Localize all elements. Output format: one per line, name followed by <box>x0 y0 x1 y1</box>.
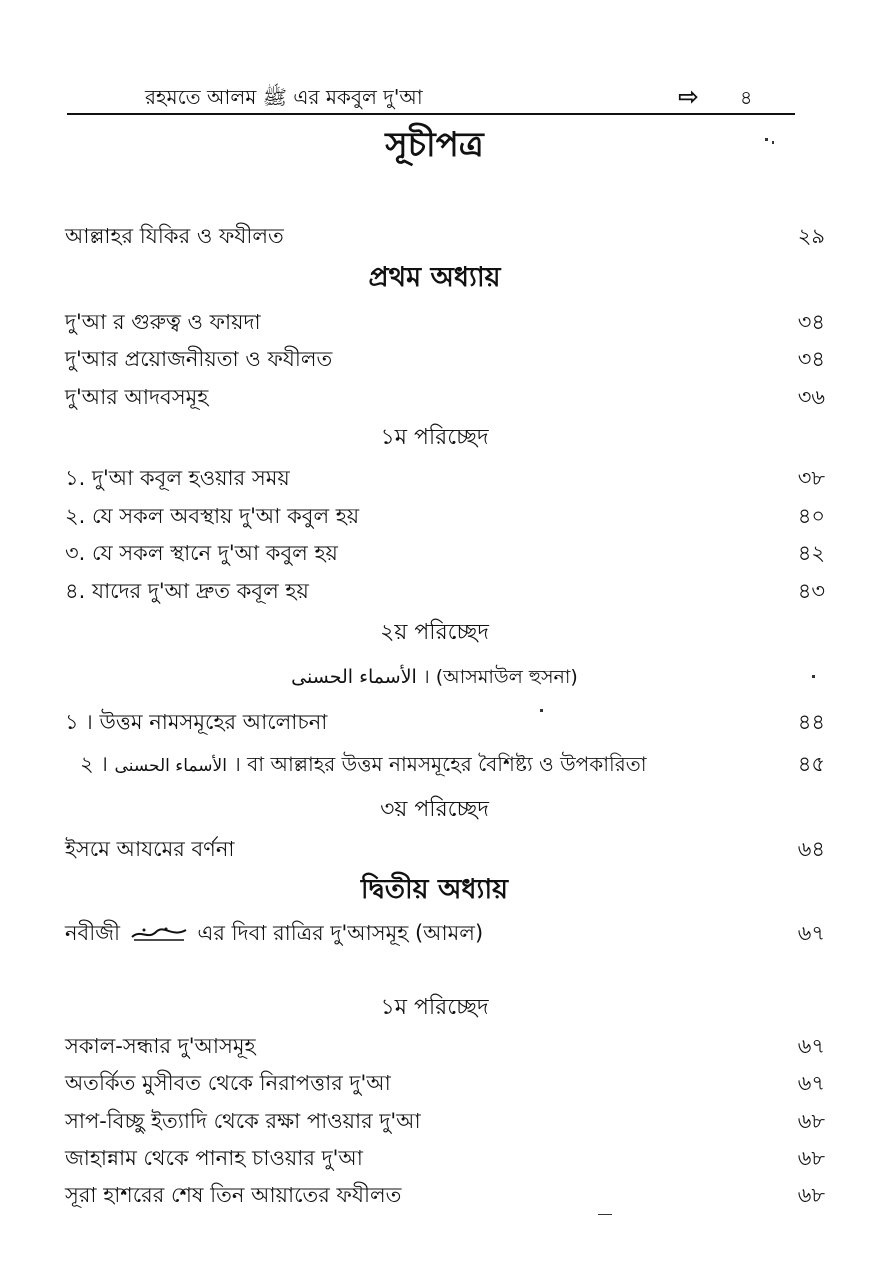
toc-entry-label: ইসমে আযমের বর্ণনা <box>65 837 235 861</box>
section-heading: ২য় পরিচ্ছেদ <box>380 620 489 645</box>
toc-entry-label <box>65 917 483 949</box>
toc-entry-page: ৬৮ <box>797 1109 825 1133</box>
toc-entry[interactable] <box>65 220 825 252</box>
toc-entry[interactable] <box>65 1067 825 1099</box>
toc-entry-label: ৩. যে সকল স্থানে দু'আ কবুল হয় <box>65 541 338 565</box>
toc-entry-text: । বা আল্লাহর উত্তম নামসমূহের বৈশিষ্ট্য ও উপকারিতা <box>233 752 647 776</box>
toc-entry-label: জাহান্নাম থেকে পানাহ চাওয়ার দু'আ <box>65 1146 363 1170</box>
toc-entry-page: ৬৭ <box>797 1034 825 1058</box>
toc-entry-page: ৬৮ <box>797 1146 825 1170</box>
header-divider <box>67 113 795 115</box>
toc-entry-page: ৪৫ <box>797 752 825 776</box>
toc-entry-page: ৬৭ <box>797 1071 825 1095</box>
toc-entry-page: ৬৮ <box>797 1183 825 1207</box>
toc-entry-label <box>80 748 647 782</box>
arabic-phrase: الأسماء الحسنى <box>114 756 227 776</box>
section-subtitle <box>0 663 869 691</box>
toc-entry-label: আল্লাহর যিকির ও ফযীলত <box>65 224 284 248</box>
page-number: ৪ <box>740 87 753 109</box>
toc-entry[interactable] <box>65 917 825 949</box>
toc-entry-prefix: ২ । <box>80 752 108 776</box>
toc-entry[interactable] <box>65 748 825 780</box>
toc-entry-label: ১. দু'আ কবূল হওয়ার সময় <box>65 466 290 490</box>
toc-entry[interactable] <box>65 575 825 607</box>
toc-entry-label: সকাল-সন্ধার দু'আসমূহ <box>65 1034 256 1058</box>
toc-entry-page: ৬৪ <box>797 837 825 861</box>
toc-entry-page: ৩৬ <box>797 385 825 409</box>
toc-entry-label: সূরা হাশরের শেষ তিন আয়াতের ফযীলত <box>65 1183 402 1207</box>
chapter-heading: দ্বিতীয় অধ্যায় <box>360 874 509 905</box>
toc-entry-page: ৩৮ <box>797 466 825 490</box>
toc-entry[interactable] <box>65 462 825 494</box>
toc-entry[interactable] <box>65 1030 825 1062</box>
toc-entry[interactable] <box>65 343 825 375</box>
toc-entry-page: ৬৭ <box>797 921 825 945</box>
toc-entry[interactable] <box>65 706 825 738</box>
toc-entry[interactable] <box>65 537 825 569</box>
arrow-right-icon: ⇨ <box>678 82 699 111</box>
toc-entry[interactable] <box>65 306 825 338</box>
section-heading: ৩য় পরিচ্ছেদ <box>380 797 489 822</box>
toc-entry-label: ৪. যাদের দু'আ দ্রুত কবূল হয় <box>65 579 309 603</box>
toc-entry-text: এর দিবা রাত্রির দু'আসমূহ (আমল) <box>197 921 484 945</box>
toc-entry-page: ৩৪ <box>797 347 825 371</box>
section-heading: ১ম পরিচ্ছেদ <box>380 425 489 450</box>
toc-entry-page: ৪৩ <box>797 579 825 603</box>
salawat-calligraphy-icon <box>130 926 188 942</box>
toc-entry-page: ৩৪ <box>797 310 825 334</box>
toc-entry-label: দু'আর প্রয়োজনীয়তা ও ফযীলত <box>65 347 333 371</box>
toc-entry-label: দু'আর আদবসমূহ <box>65 385 209 409</box>
toc-entry-label: ১ । উত্তম নামসমূহের আলোচনা <box>65 710 328 734</box>
scan-speck <box>598 1214 612 1215</box>
chapter-heading: প্রথম অধ্যায় <box>368 262 501 293</box>
toc-entry[interactable] <box>65 1142 825 1174</box>
toc-entry[interactable] <box>65 1179 825 1211</box>
toc-entry-label: দু'আ র গুরুত্ব ও ফায়দা <box>65 310 261 334</box>
toc-entry[interactable] <box>65 833 825 865</box>
toc-entry-page: ৪২ <box>797 541 825 565</box>
toc-entry-label: সাপ-বিচ্ছু ইত্যাদি থেকে রক্ষা পাওয়ার দু'আ <box>65 1109 421 1133</box>
toc-entry-label: ২. যে সকল অবস্থায় দু'আ কবুল হয় <box>65 504 360 528</box>
toc-entry-label: অতর্কিত মুসীবত থেকে নিরাপত্তার দু'আ <box>65 1071 391 1095</box>
section-heading: ১ম পরিচ্ছেদ <box>380 995 489 1020</box>
toc-entry[interactable] <box>65 500 825 532</box>
running-header-title: রহমতে আলম ﷺ এর মকবুল দু'আ <box>145 85 423 109</box>
toc-entry-page: ৪৪ <box>797 710 825 734</box>
page-title: সূচীপত্র <box>385 125 484 165</box>
toc-entry-page: ২৯ <box>797 224 825 248</box>
toc-entry-prefix: নবীজী <box>65 921 121 945</box>
toc-entry-page: ৪০ <box>797 504 825 528</box>
toc-entry[interactable] <box>65 381 825 413</box>
toc-entry[interactable] <box>65 1105 825 1137</box>
bengali-subtitle: । (আসমাউল হুসনা) <box>422 666 578 688</box>
arabic-subtitle: الأسماء الحسنى <box>291 666 417 688</box>
